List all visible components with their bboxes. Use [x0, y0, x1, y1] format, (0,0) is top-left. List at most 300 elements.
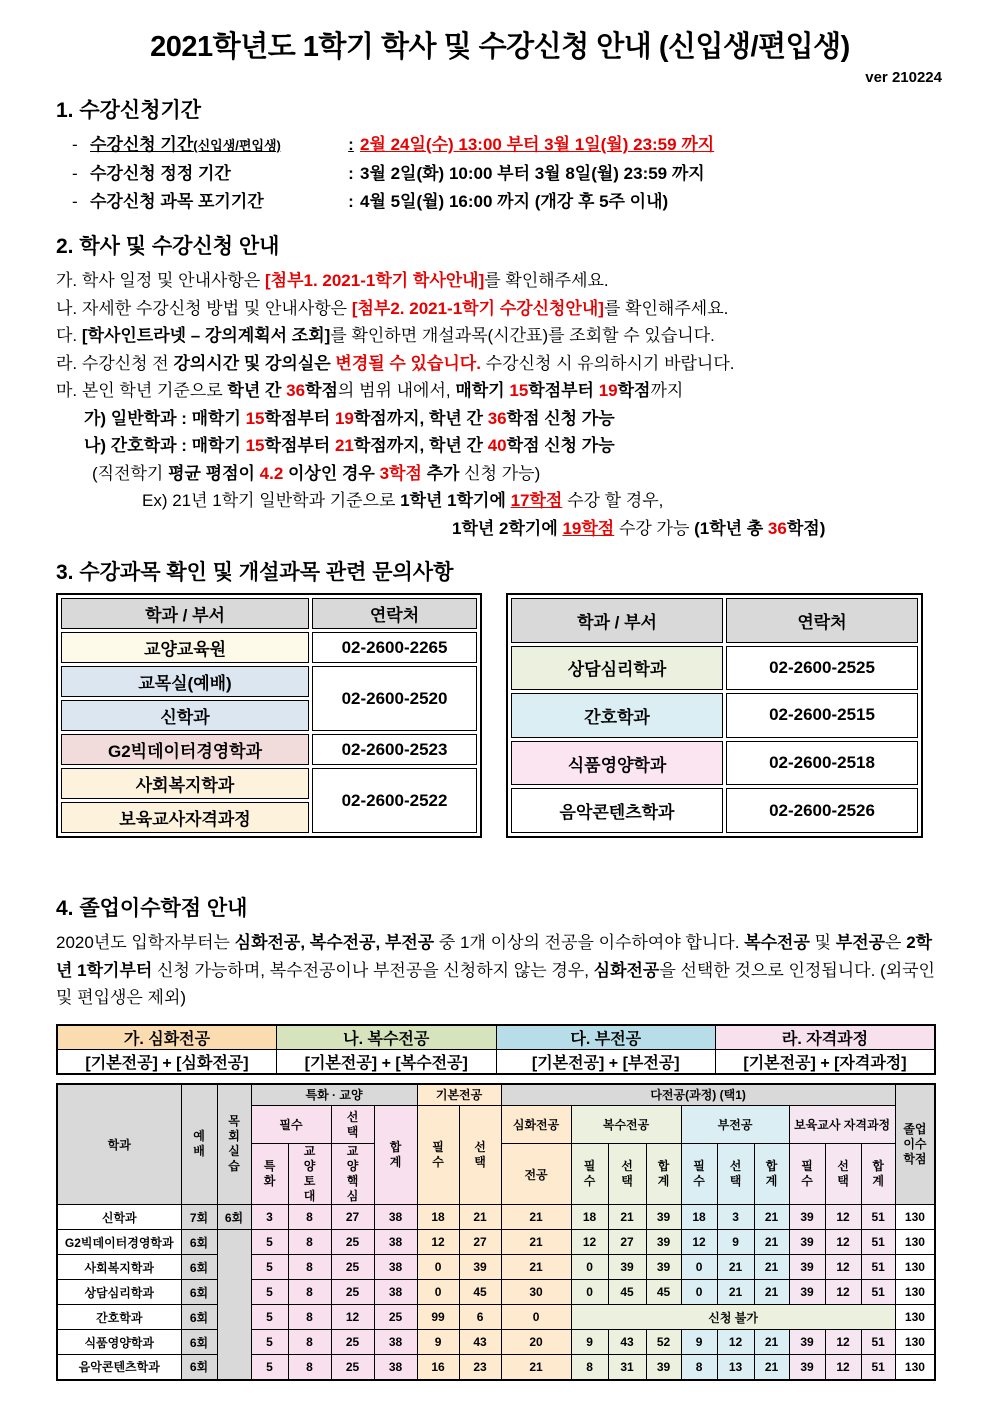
guidance-line [56, 377, 944, 405]
elective-label: 선택 [729, 1159, 742, 1188]
graduation-paragraph-segment: 심화전공, 복수전공, 부전공 [234, 933, 435, 952]
credit-cell: 0 [501, 1305, 571, 1330]
guidance-text-segment: 수강 할 경우, [562, 491, 664, 510]
credit-cell: 21 [717, 1280, 754, 1305]
guidance-text-segment: 1학년 2학기에 [452, 518, 563, 538]
graduation-paragraph-segment: 신청 가능하며, 복수전공이나 부전공을 신청하지 않는 경우, [152, 960, 594, 980]
credit-cell: 38 [374, 1205, 417, 1230]
dash-bullet: - [72, 164, 78, 183]
credit-cell: 6 [459, 1305, 501, 1330]
contact-col-header: 학과 / 부서 [61, 598, 309, 629]
guidance-text-segment: 수강신청 시 유의하시기 바랍니다. [480, 353, 735, 373]
guidance-text-segment: 19학점 [562, 518, 615, 538]
table-row [61, 666, 477, 697]
table-row [511, 693, 918, 738]
guidance-text-segment: 를 확인해주세요. [484, 271, 609, 290]
col-sl-total [374, 1106, 417, 1205]
guidance-text-segment: 다. [56, 326, 82, 345]
guidance-text-segment: 36 [286, 381, 306, 400]
phone-cell: 02-2600-2518 [726, 741, 918, 786]
worship-cell: 6회 [181, 1230, 217, 1255]
credit-cell: 23 [459, 1355, 501, 1380]
credit-table-row [57, 1230, 935, 1255]
guidance-text-segment: 가) 일반학과 : 매학기 [84, 408, 246, 428]
major-type-formula: [기본전공] + [부전공] [496, 1049, 716, 1074]
credit-requirement-table [56, 1083, 936, 1381]
credit-cell: 8 [288, 1205, 331, 1230]
guidance-text-segment: 17학점 [510, 491, 563, 510]
guidance-text-segment: 마. 본인 학년 기준으로 [56, 381, 228, 400]
credit-cell: 51 [861, 1280, 895, 1305]
credit-cell: 16 [417, 1355, 459, 1380]
colon: : [348, 192, 354, 211]
credit-cell: 21 [754, 1205, 789, 1230]
ministry-label: 목회실습 [228, 1114, 240, 1174]
col-double-required [571, 1144, 608, 1205]
major-type-formula: [기본전공] + [복수전공] [277, 1049, 497, 1074]
guidance-line [92, 460, 944, 488]
period-item [72, 188, 944, 216]
credit-cell: 27 [459, 1230, 501, 1255]
credit-cell: 8 [288, 1355, 331, 1380]
col-liberal-core [331, 1144, 374, 1205]
credit-cell: 39 [789, 1330, 825, 1355]
credit-cell: 51 [861, 1255, 895, 1280]
guidance-text-segment: 학점 [305, 381, 338, 400]
required-label: 필수 [583, 1159, 596, 1188]
credit-cell: 0 [571, 1280, 608, 1305]
credit-table-row [57, 1205, 935, 1230]
guidance-text-segment: 매학기 [455, 381, 510, 400]
page-title: 2021학년도 1학기 학사 및 수강신청 안내 (신입생/편입생) [150, 31, 850, 63]
group-childcare: 보육교사 자격과정 [789, 1106, 895, 1144]
table-row [61, 768, 477, 799]
credit-cell: 21 [459, 1205, 501, 1230]
guidance-text-segment: 15 [245, 408, 265, 428]
credit-cell: 25 [331, 1230, 374, 1255]
graduation-credit-cell: 130 [895, 1280, 935, 1305]
major-type-formula: [기본전공] + [자격과정] [716, 1049, 936, 1074]
credit-cell: 21 [608, 1205, 646, 1230]
contact-col-header: 연락처 [726, 598, 918, 643]
credit-cell: 25 [331, 1280, 374, 1305]
period-label-text: 수강신청 정정 기간 [90, 164, 231, 183]
section4-heading: 4. 졸업이수학점 안내 [56, 897, 248, 920]
guidance-text [56, 267, 944, 542]
col-sl-elective [331, 1106, 374, 1144]
worship-cell: 6회 [181, 1280, 217, 1305]
dash-bullet: - [72, 192, 78, 211]
col-minor-elective [717, 1144, 754, 1205]
col-basic-elective [459, 1106, 501, 1205]
guidance-line [56, 350, 944, 378]
total-label: 합계 [657, 1159, 670, 1188]
credit-cell: 9 [681, 1330, 717, 1355]
credit-cell: 51 [861, 1330, 895, 1355]
credit-cell: 39 [789, 1355, 825, 1380]
dept-cell: 교목실(예배) [61, 666, 309, 697]
credit-cell: 39 [789, 1255, 825, 1280]
credit-cell: 21 [501, 1255, 571, 1280]
credit-cell: 12 [825, 1255, 861, 1280]
contact-table-left [56, 593, 482, 838]
credit-cell: 30 [501, 1280, 571, 1305]
credit-table-row [57, 1305, 935, 1330]
credit-cell: 5 [251, 1280, 288, 1305]
elective-label: 선택 [837, 1159, 849, 1188]
table-row [511, 646, 918, 691]
colon: : [348, 164, 354, 183]
period-value-text: 4월 5일(월) 16:00 까지 (개강 후 5주 이내) [360, 192, 669, 211]
guidance-text-segment: 학점) [786, 518, 826, 538]
graduation-credit-cell: 130 [895, 1230, 935, 1255]
credit-cell: 39 [459, 1255, 501, 1280]
credit-table-row [57, 1330, 935, 1355]
major-type-header: 라. 자격과정 [716, 1025, 936, 1050]
credit-cell: 39 [646, 1255, 681, 1280]
dept-cell: 신학과 [57, 1205, 181, 1230]
dept-cell: G2빅데이터경영학과 [57, 1230, 181, 1255]
guidance-text-segment: 학점까지, 학년 간 [353, 436, 488, 455]
graduation-paragraph-segment: 은 [885, 933, 907, 952]
graduation-credit-paragraph [56, 929, 944, 1012]
guidance-text-segment: 나) 간호학과 : 매학기 [84, 436, 246, 455]
period-value [360, 160, 705, 188]
dept-cell: 식품영양학과 [57, 1330, 181, 1355]
credit-cell: 12 [825, 1280, 861, 1305]
guidance-text-segment: 가. 학사 일정 및 안내사항은 [56, 271, 265, 290]
credit-cell: 5 [251, 1255, 288, 1280]
major-type-table [56, 1024, 936, 1075]
credit-table-row [57, 1355, 935, 1380]
period-item [72, 131, 944, 160]
col-double-total [646, 1144, 681, 1205]
worship-label: 예배 [193, 1129, 205, 1159]
guidance-line [56, 267, 944, 295]
credit-cell: 3 [251, 1205, 288, 1230]
col-minor-required [681, 1144, 717, 1205]
credit-cell: 45 [646, 1280, 681, 1305]
group-double-major: 복수전공 [571, 1106, 681, 1144]
credit-cell: 9 [417, 1330, 459, 1355]
credit-cell: 27 [608, 1230, 646, 1255]
dept-cell: 간호학과 [511, 693, 723, 738]
dept-cell: 사회복지학과 [57, 1255, 181, 1280]
guidance-text-segment: 변경될 수 있습니다. [335, 353, 481, 373]
guidance-text-segment: 19 [598, 381, 618, 400]
credit-cell: 38 [374, 1355, 417, 1380]
guidance-text-segment: 를 확인하면 개설과목(시간표)를 조회할 수 있습니다. [330, 326, 715, 345]
total-label: 합계 [872, 1159, 884, 1188]
credit-cell: 13 [717, 1355, 754, 1380]
period-label-text: 수강신청 과목 포기기간 [90, 192, 264, 211]
guidance-text-segment: 36 [487, 408, 507, 428]
credit-cell: 9 [717, 1230, 754, 1255]
graduation-label: 졸업이수학점 [903, 1121, 927, 1166]
period-item [72, 160, 944, 188]
period-value [360, 131, 714, 160]
credit-cell: 51 [861, 1205, 895, 1230]
credit-cell: 8 [288, 1230, 331, 1255]
guidance-text-segment: [첨부1. 2021-1학기 학사안내] [264, 271, 485, 290]
phone-cell: 02-2600-2525 [726, 646, 918, 691]
elective-label: 선택 [474, 1140, 486, 1169]
period-label [90, 160, 342, 188]
credit-cell: 99 [417, 1305, 459, 1330]
col-double-elective [608, 1144, 646, 1205]
credit-cell: 21 [754, 1255, 789, 1280]
section2-heading: 2. 학사 및 수강신청 안내 [56, 235, 280, 258]
group-special-liberal: 특화 · 교양 [251, 1084, 417, 1106]
guidance-text-segment: 학점 [617, 381, 651, 400]
dept-cell: 교양교육원 [61, 632, 309, 663]
dept-cell: 사회복지학과 [61, 768, 309, 799]
col-intensive-major: 전공 [501, 1144, 571, 1205]
credit-cell: 12 [825, 1205, 861, 1230]
major-type-header: 다. 부전공 [496, 1025, 716, 1050]
guidance-text-segment: 학점부터 [528, 381, 599, 400]
specialized-label: 특화 [263, 1159, 276, 1188]
guidance-text-segment: 까지 [650, 381, 684, 400]
guidance-text-segment: 36 [767, 518, 787, 538]
worship-cell: 6회 [181, 1255, 217, 1280]
guidance-text-segment: 학년 간 [227, 381, 287, 400]
guidance-text-segment: [첨부2. 2021-1학기 수강신청안내] [351, 298, 604, 318]
dept-cell: 보육교사자격과정 [61, 802, 309, 833]
dept-cell: 상담심리학과 [57, 1280, 181, 1305]
liberal-core-label: 교양핵심 [346, 1144, 359, 1203]
contact-col-header: 학과 / 부서 [511, 598, 723, 643]
credit-cell: 39 [646, 1205, 681, 1230]
credit-cell: 8 [571, 1355, 608, 1380]
required-label: 필수 [801, 1159, 813, 1188]
col-dept-header: 학과 [57, 1084, 181, 1205]
credit-cell: 52 [646, 1330, 681, 1355]
period-value [360, 188, 668, 216]
credit-cell: 0 [681, 1280, 717, 1305]
period-value-text: 2월 24일(수) 13:00 부터 3월 1일(월) 23:59 까지 [360, 135, 715, 154]
period-label [90, 188, 342, 216]
col-graduation-header [895, 1084, 935, 1205]
col-worship-header [181, 1084, 217, 1205]
worship-cell: 6회 [181, 1305, 217, 1330]
dept-cell: 신학과 [61, 700, 309, 731]
credit-cell: 25 [331, 1355, 374, 1380]
phone-cell: 02-2600-2523 [312, 734, 477, 765]
graduation-credit-cell: 130 [895, 1255, 935, 1280]
graduation-paragraph-segment: 을 선택한 것으로 인정됩니다. (외국인 및 편입생은 제외) [56, 960, 935, 1007]
group-intensive-major: 심화전공 [501, 1106, 571, 1144]
guidance-text-segment: 4.2 [259, 463, 284, 483]
credit-cell: 21 [754, 1230, 789, 1255]
major-type-header: 가. 심화전공 [57, 1025, 277, 1050]
guidance-line [84, 405, 944, 433]
guidance-text-segment: 수강 가능 [614, 518, 695, 538]
required-label: 필수 [432, 1140, 444, 1169]
guidance-line [56, 322, 944, 350]
dept-cell: 음악콘텐츠학과 [511, 788, 723, 833]
period-value-text: 3월 2일(화) 10:00 부터 3월 8일(월) 23:59 까지 [360, 164, 705, 183]
credit-cell: 8 [288, 1305, 331, 1330]
guidance-text-segment: 이상인 경우 [283, 463, 380, 483]
group-minor: 부전공 [681, 1106, 789, 1144]
credit-cell: 5 [251, 1305, 288, 1330]
credit-cell: 5 [251, 1230, 288, 1255]
required-label: 필수 [693, 1159, 705, 1188]
table-row [61, 632, 477, 663]
guidance-line [142, 487, 944, 515]
liberal-base-label: 교양토대 [303, 1144, 316, 1203]
table-row [511, 788, 918, 833]
col-childcare-required [789, 1144, 825, 1205]
credit-cell: 43 [459, 1330, 501, 1355]
guidance-text-segment: 3학점 [379, 463, 422, 483]
period-label-text: 수강신청 기간 [90, 135, 194, 154]
guidance-line [84, 432, 944, 460]
table-header-row [61, 598, 477, 629]
col-childcare-elective [825, 1144, 861, 1205]
col-specialized [251, 1144, 288, 1205]
graduation-paragraph-segment: 부전공 [835, 933, 886, 952]
guidance-text-segment: 강의시간 및 강의실은 [173, 353, 336, 373]
phone-cell: 02-2600-2265 [312, 632, 477, 663]
contact-table-right [506, 593, 923, 838]
credit-cell: 0 [417, 1255, 459, 1280]
guidance-text-segment: 의 범위 내에서, [337, 381, 456, 400]
credit-cell: 21 [501, 1205, 571, 1230]
guidance-text-segment: 나. 자세한 수강신청 방법 및 안내사항은 [56, 298, 352, 318]
table-header-row [511, 598, 918, 643]
credit-cell: 5 [251, 1330, 288, 1355]
graduation-credit-cell: 130 [895, 1330, 935, 1355]
credit-cell: 21 [754, 1355, 789, 1380]
guidance-text-segment: 를 확인해주세요. [603, 298, 729, 318]
credit-cell: 39 [646, 1355, 681, 1380]
credit-cell: 39 [789, 1280, 825, 1305]
guidance-text-segment: 21 [334, 436, 354, 455]
credit-cell: 12 [825, 1355, 861, 1380]
credit-cell: 12 [331, 1305, 374, 1330]
credit-cell: 8 [681, 1355, 717, 1380]
dept-cell: G2빅데이터경영학과 [61, 734, 309, 765]
credit-cell: 31 [608, 1355, 646, 1380]
credit-cell: 3 [717, 1205, 754, 1230]
credit-cell: 0 [417, 1280, 459, 1305]
table-row [61, 734, 477, 765]
credit-cell: 39 [789, 1230, 825, 1255]
elective-label: 선택 [621, 1159, 633, 1188]
credit-cell: 43 [608, 1330, 646, 1355]
credit-cell: 21 [754, 1330, 789, 1355]
phone-cell: 02-2600-2520 [312, 666, 477, 731]
major-type-header: 나. 복수전공 [277, 1025, 497, 1050]
credit-cell: 12 [825, 1330, 861, 1355]
credit-cell: 21 [501, 1230, 571, 1255]
not-available-cell: 신청 불가 [571, 1305, 895, 1330]
phone-cell: 02-2600-2515 [726, 693, 918, 738]
total-label: 합계 [389, 1140, 402, 1169]
col-minor-total [754, 1144, 789, 1205]
guidance-text-segment: 평균 평점이 [168, 463, 260, 483]
credit-cell: 12 [417, 1230, 459, 1255]
graduation-paragraph-segment: 2학년 1학기부터 [56, 933, 933, 980]
major-type-formula: [기본전공] + [심화전공] [57, 1049, 277, 1074]
graduation-paragraph-segment: 심화전공 [593, 960, 660, 980]
credit-cell: 38 [374, 1330, 417, 1355]
period-label-text: (신입생/편입생) [193, 138, 281, 153]
credit-cell: 20 [501, 1330, 571, 1355]
guidance-text-segment: Ex) 21년 1학기 일반학과 기준으로 [142, 491, 401, 510]
section3-heading: 3. 수강과목 확인 및 개설과목 관련 문의사항 [56, 561, 454, 584]
ministry-cell: 6회 [217, 1205, 251, 1230]
graduation-paragraph-segment: 및 [809, 933, 836, 952]
credit-cell: 39 [646, 1230, 681, 1255]
guidance-text-segment: 40 [487, 436, 507, 455]
guidance-text-segment: 15 [509, 381, 529, 400]
credit-cell: 39 [789, 1205, 825, 1230]
credit-cell: 25 [374, 1305, 417, 1330]
guidance-text-segment: 19 [334, 408, 354, 428]
credit-cell: 38 [374, 1255, 417, 1280]
guidance-text-segment: 학점 신청 가능 [506, 408, 615, 428]
phone-cell: 02-2600-2522 [312, 768, 477, 833]
credit-cell: 8 [288, 1280, 331, 1305]
credit-cell: 8 [288, 1255, 331, 1280]
guidance-text-segment: 학점까지, 학년 간 [353, 408, 488, 428]
credit-cell: 9 [571, 1330, 608, 1355]
credit-cell: 12 [681, 1230, 717, 1255]
dept-cell: 간호학과 [57, 1305, 181, 1330]
group-basic-major: 기본전공 [417, 1084, 501, 1106]
graduation-paragraph-segment: 복수전공 [744, 933, 810, 952]
graduation-credit-cell: 130 [895, 1305, 935, 1330]
graduation-credit-cell: 130 [895, 1205, 935, 1230]
phone-cell: 02-2600-2526 [726, 788, 918, 833]
ministry-merged-cell [217, 1230, 251, 1380]
table-row [511, 741, 918, 786]
credit-cell: 25 [331, 1330, 374, 1355]
credit-cell: 12 [717, 1330, 754, 1355]
col-basic-required [417, 1106, 459, 1205]
worship-cell: 6회 [181, 1330, 217, 1355]
col-liberal-base [288, 1144, 331, 1205]
dash-bullet: - [72, 135, 78, 154]
major-type-formula-row [57, 1049, 935, 1074]
credit-table-row [57, 1255, 935, 1280]
col-childcare-total [861, 1144, 895, 1205]
guidance-text-segment: [학사인트라넷 – 강의계획서 조회] [81, 326, 331, 345]
graduation-paragraph-segment: 2020년도 입학자부터는 [56, 933, 235, 952]
contact-col-header: 연락처 [312, 598, 477, 629]
credit-cell: 21 [717, 1255, 754, 1280]
credit-cell: 8 [288, 1330, 331, 1355]
section1-heading: 1. 수강신청기간 [56, 99, 202, 122]
col-sl-required: 필수 [251, 1106, 331, 1144]
major-type-header-row [57, 1025, 935, 1050]
dept-cell: 음악콘텐츠학과 [57, 1355, 181, 1380]
guidance-line [452, 515, 944, 543]
guidance-text-segment: (1학년 총 [694, 518, 768, 538]
credit-cell: 21 [501, 1355, 571, 1380]
credit-cell: 25 [331, 1255, 374, 1280]
credit-cell: 27 [331, 1205, 374, 1230]
col-ministry-header [217, 1084, 251, 1205]
credit-cell: 0 [571, 1255, 608, 1280]
credit-cell: 51 [861, 1355, 895, 1380]
guidance-text-segment: 학점 신청 가능 [506, 436, 615, 455]
group-multi-major: 다전공(과정) (택1) [501, 1084, 895, 1106]
worship-cell: 6회 [181, 1355, 217, 1380]
